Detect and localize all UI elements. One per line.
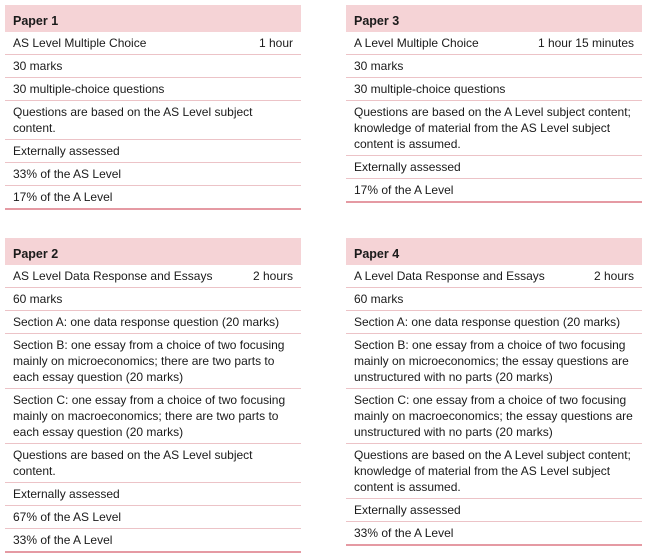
component-name: AS Level Data Response and Essays <box>13 269 213 283</box>
duration: 2 hours <box>593 269 634 283</box>
detail-row: Externally assessed <box>5 140 301 163</box>
detail-row: Section B: one essay from a choice of two focusing mainly on microeconomics; there are two parts to each essay question (20 marks) <box>5 334 301 389</box>
detail-row: 17% of the A Level <box>346 179 642 203</box>
detail-row: Externally assessed <box>5 483 301 506</box>
component-row <box>5 32 301 55</box>
paper-4-card <box>346 238 642 546</box>
detail-row: Externally assessed <box>346 156 642 179</box>
detail-row: Section A: one data response question (20 marks) <box>346 311 642 334</box>
paper-title: Paper 2 <box>5 238 301 265</box>
paper-title: Paper 3 <box>346 5 642 32</box>
detail-row: 33% of the A Level <box>5 529 301 553</box>
detail-row: 30 marks <box>346 55 642 78</box>
paper-3-card <box>346 5 642 203</box>
component-name: A Level Data Response and Essays <box>354 269 545 283</box>
detail-row: Section A: one data response question (20 marks) <box>5 311 301 334</box>
component-row <box>5 265 301 288</box>
detail-row: Section B: one essay from a choice of two focusing mainly on microeconomics; the essay questions are unstructured with no parts (20 marks) <box>346 334 642 389</box>
detail-row: 33% of the AS Level <box>5 163 301 186</box>
paper-title: Paper 1 <box>5 5 301 32</box>
detail-row: Section C: one essay from a choice of two focusing mainly on macroeconomics; there are two parts to each essay question (20 marks) <box>5 389 301 444</box>
component-name: A Level Multiple Choice <box>354 36 479 50</box>
detail-row: 30 multiple-choice questions <box>5 78 301 101</box>
duration: 1 hour <box>258 36 293 50</box>
paper-title: Paper 4 <box>346 238 642 265</box>
duration: 2 hours <box>252 269 293 283</box>
component-name: AS Level Multiple Choice <box>13 36 147 50</box>
detail-row: 17% of the A Level <box>5 186 301 210</box>
component-row <box>346 265 642 288</box>
paper-2-card <box>5 238 301 553</box>
detail-row: Externally assessed <box>346 499 642 522</box>
detail-row: 60 marks <box>5 288 301 311</box>
detail-row: Questions are based on the A Level subject content; knowledge of material from the AS Level subject content is assumed. <box>346 101 642 156</box>
duration: 1 hour 15 minutes <box>537 36 634 50</box>
detail-row: 60 marks <box>346 288 642 311</box>
detail-row: Questions are based on the AS Level subject content. <box>5 101 301 140</box>
detail-row: Questions are based on the AS Level subject content. <box>5 444 301 483</box>
detail-row: 33% of the A Level <box>346 522 642 546</box>
detail-row: Questions are based on the A Level subject content; knowledge of material from the AS Level subject content is assumed. <box>346 444 642 499</box>
detail-row: 30 marks <box>5 55 301 78</box>
paper-1-card <box>5 5 301 210</box>
detail-row: Section C: one essay from a choice of two focusing mainly on macroeconomics; the essay questions are unstructured with no parts (20 marks) <box>346 389 642 444</box>
detail-row: 30 multiple-choice questions <box>346 78 642 101</box>
component-row <box>346 32 642 55</box>
detail-row: 67% of the AS Level <box>5 506 301 529</box>
